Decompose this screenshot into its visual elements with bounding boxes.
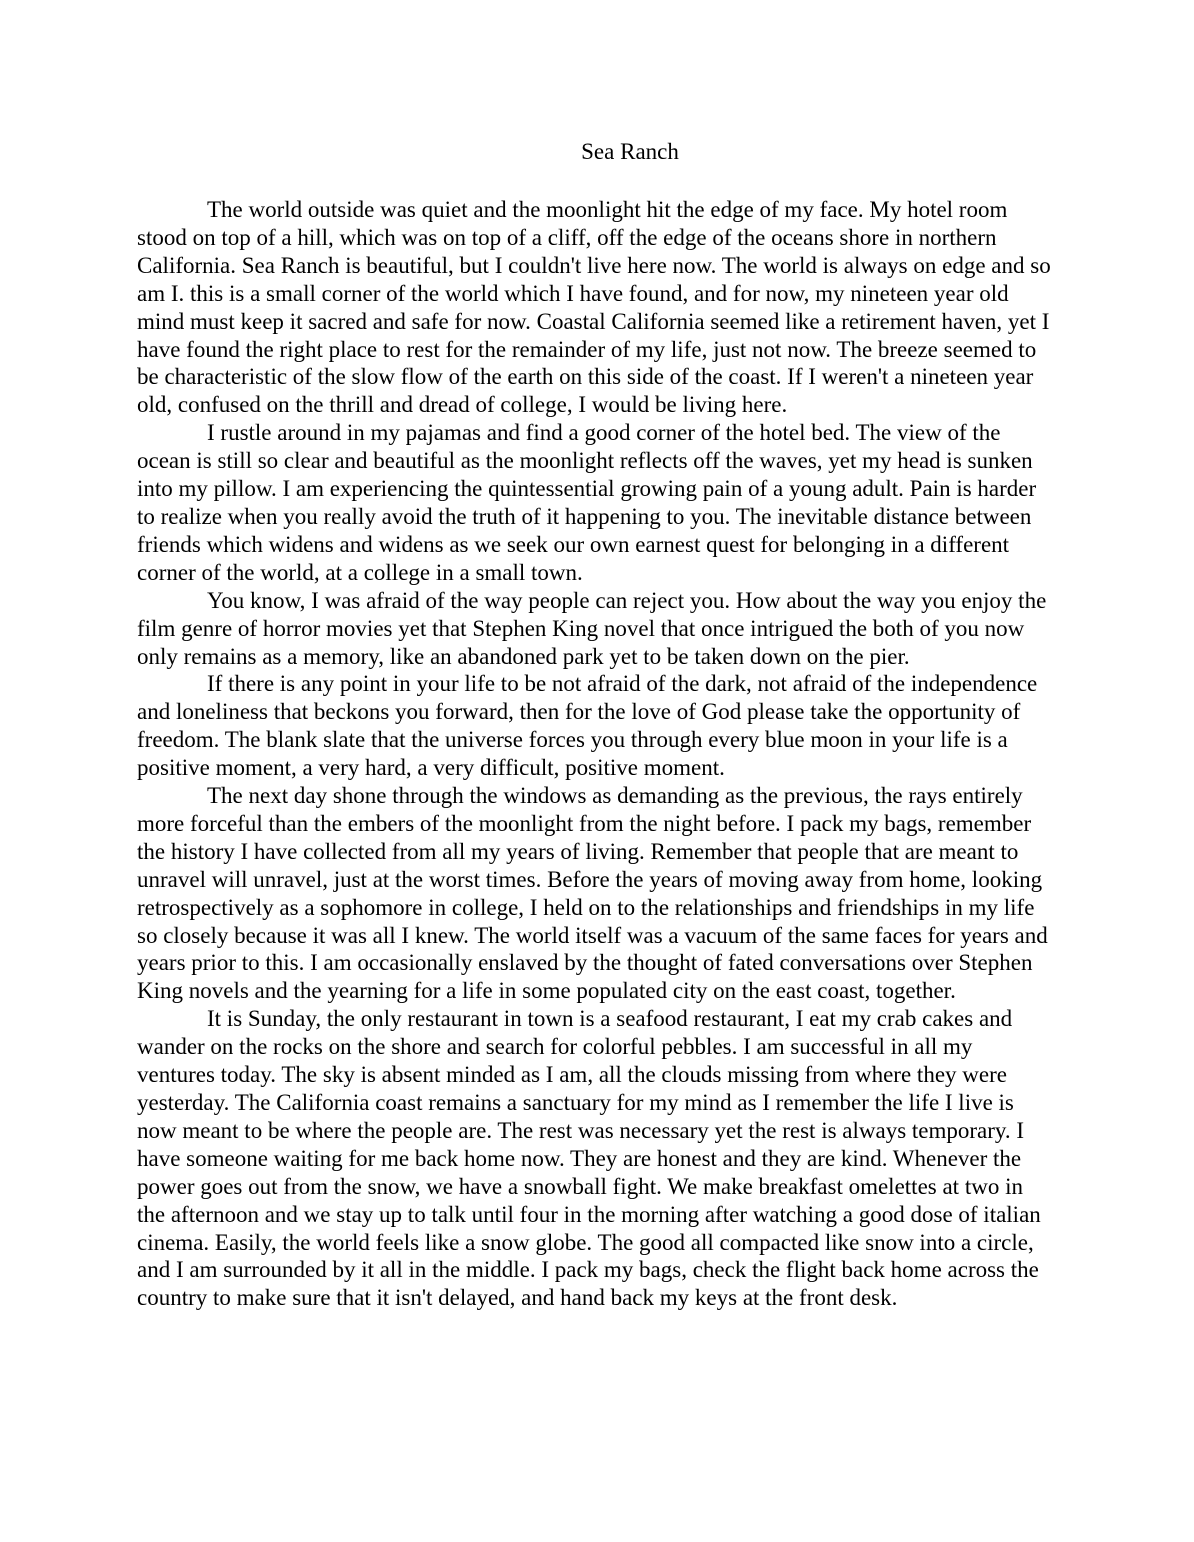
- paragraph: I rustle around in my pajamas and find a good corner of the hotel bed. The view of the ocean is still so clear and beautiful as the moonlight reflects off the waves, yet my head is sunken into my pillow. I am experiencing the quintessential growing pain of a young adult. Pain is harder to realize when you really avoid the truth of it happening to you. The inevitable distance between friends which widens and widens as we seek our own earnest quest for belonging in a different corner of the world, at a college in a small town.: [137, 420, 1037, 585]
- paragraph: You know, I was afraid of the way people can reject you. How about the way you enjoy the film genre of horror movies yet that Stephen King novel that once intrigued the both of you now only remains as a memory, like an abandoned park yet to be taken down on the pier.: [137, 587, 1047, 669]
- page-title: Sea Ranch: [581, 139, 679, 164]
- document-body: [137, 196, 1053, 1312]
- paragraph: The next day shone through the windows as demanding as the previous, the rays entirely more forceful than the embers of the moonlight from the night before. I pack my bags, remember the history I have collected from all my years of living. Remember that people that are meant to unravel will unravel, just at the worst times. Before the years of moving away from home, looking retrospectively as a sophomore in college, I held on to the relationships and friendships in my life so closely because it was all I knew. The world itself was a vacuum of the same faces for years and years prior to this. I am occasionally enslaved by the thought of fated conversations over Stephen King novels and the yearning for a life in some populated city on the east coast, together.: [137, 783, 1048, 1004]
- paragraph: It is Sunday, the only restaurant in town is a seafood restaurant, I eat my crab cakes and wander on the rocks on the shore and search for colorful pebbles. I am successful in all my ventures today. The sky is absent minded as I am, all the clouds missing from where they were yesterday. The California coast remains a sanctuary for my mind as I remember the life I live is now meant to be where the people are. The rest was necessary yet the rest is always temporary. I have someone waiting for me back home now. They are honest and they are kind. Whenever the power goes out from the snow, we have a snowball fight. We make breakfast omelettes at two in the afternoon and we stay up to talk until four in the morning after watching a good dose of italian cinema. Easily, the world feels like a snow globe. The good all compacted like snow into a circle, and I am surrounded by it all in the middle. I pack my bags, check the flight back home across the country to make sure that it isn't delayed, and hand back my keys at the front desk.: [137, 1006, 1041, 1311]
- paragraph: If there is any point in your life to be not afraid of the dark, not afraid of the independence and loneliness that beckons you forward, then for the love of God please take the opportunity of freedom. The blank slate that the universe forces you through every blue moon in your life is a positive moment, a very hard, a very difficult, positive moment.: [137, 671, 1038, 781]
- paragraph: The world outside was quiet and the moonlight hit the edge of my face. My hotel room stood on top of a hill, which was on top of a cliff, off the edge of the oceans shore in northern California. Sea Ranch is beautiful, but I couldn't live here now. The world is always on edge and so am I. this is a small corner of the world which I have found, and for now, my nineteen year old mind must keep it sacred and safe for now. Coastal California seemed like a retirement haven, yet I have found the right place to rest for the remainder of my life, just not now. The breeze seemed to be characteristic of the slow flow of the earth on this side of the coast. If I weren't a nineteen year old, confused on the thrill and dread of college, I would be living here.: [137, 197, 1051, 418]
